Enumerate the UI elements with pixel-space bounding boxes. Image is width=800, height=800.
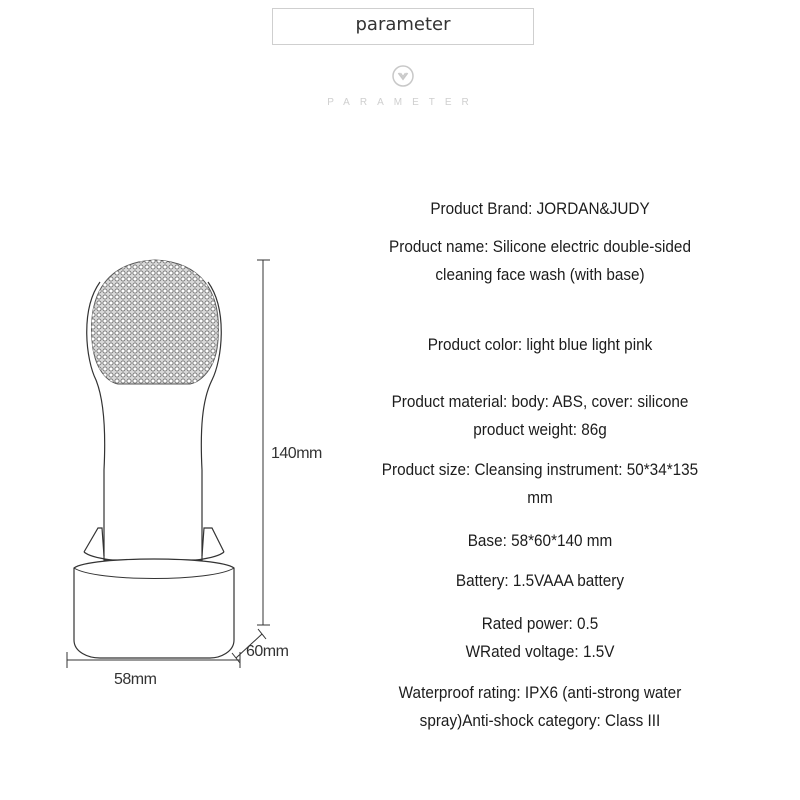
chevron-down-circle-icon [391,64,415,88]
spec-color: Product color: light blue light pink [427,335,653,354]
spec-size: Product size: Cleansing instrument: 50*34*135 mm [381,460,699,507]
spec-brand: Product Brand: JORDAN&JUDY [430,199,650,218]
spec-waterproof: Waterproof rating: IPX6 (anti-strong water spray)Anti-shock category: Class III [398,683,682,730]
spec-base: Base: 58*60*140 mm [467,531,613,550]
width-label: 58mm [114,671,157,688]
section-title-box [272,8,534,45]
base-front [74,559,234,658]
base-back [84,528,224,556]
section-subtitle: PARAMETER [327,97,479,108]
section-title: parameter [355,14,451,35]
height-label: 140mm [271,445,322,462]
spec-name: Product name: Silicone electric double-sided cleaning face wash (with base) [389,237,691,284]
product-illustration [60,250,350,700]
spec-material: Product material: body: ABS, cover: silicone product weight: 86g [391,392,689,439]
spec-power: Rated power: 0.5 WRated voltage: 1.5V [465,614,615,661]
spec-battery: Battery: 1.5VAAA battery [455,571,625,590]
depth-label: 60mm [246,643,289,660]
